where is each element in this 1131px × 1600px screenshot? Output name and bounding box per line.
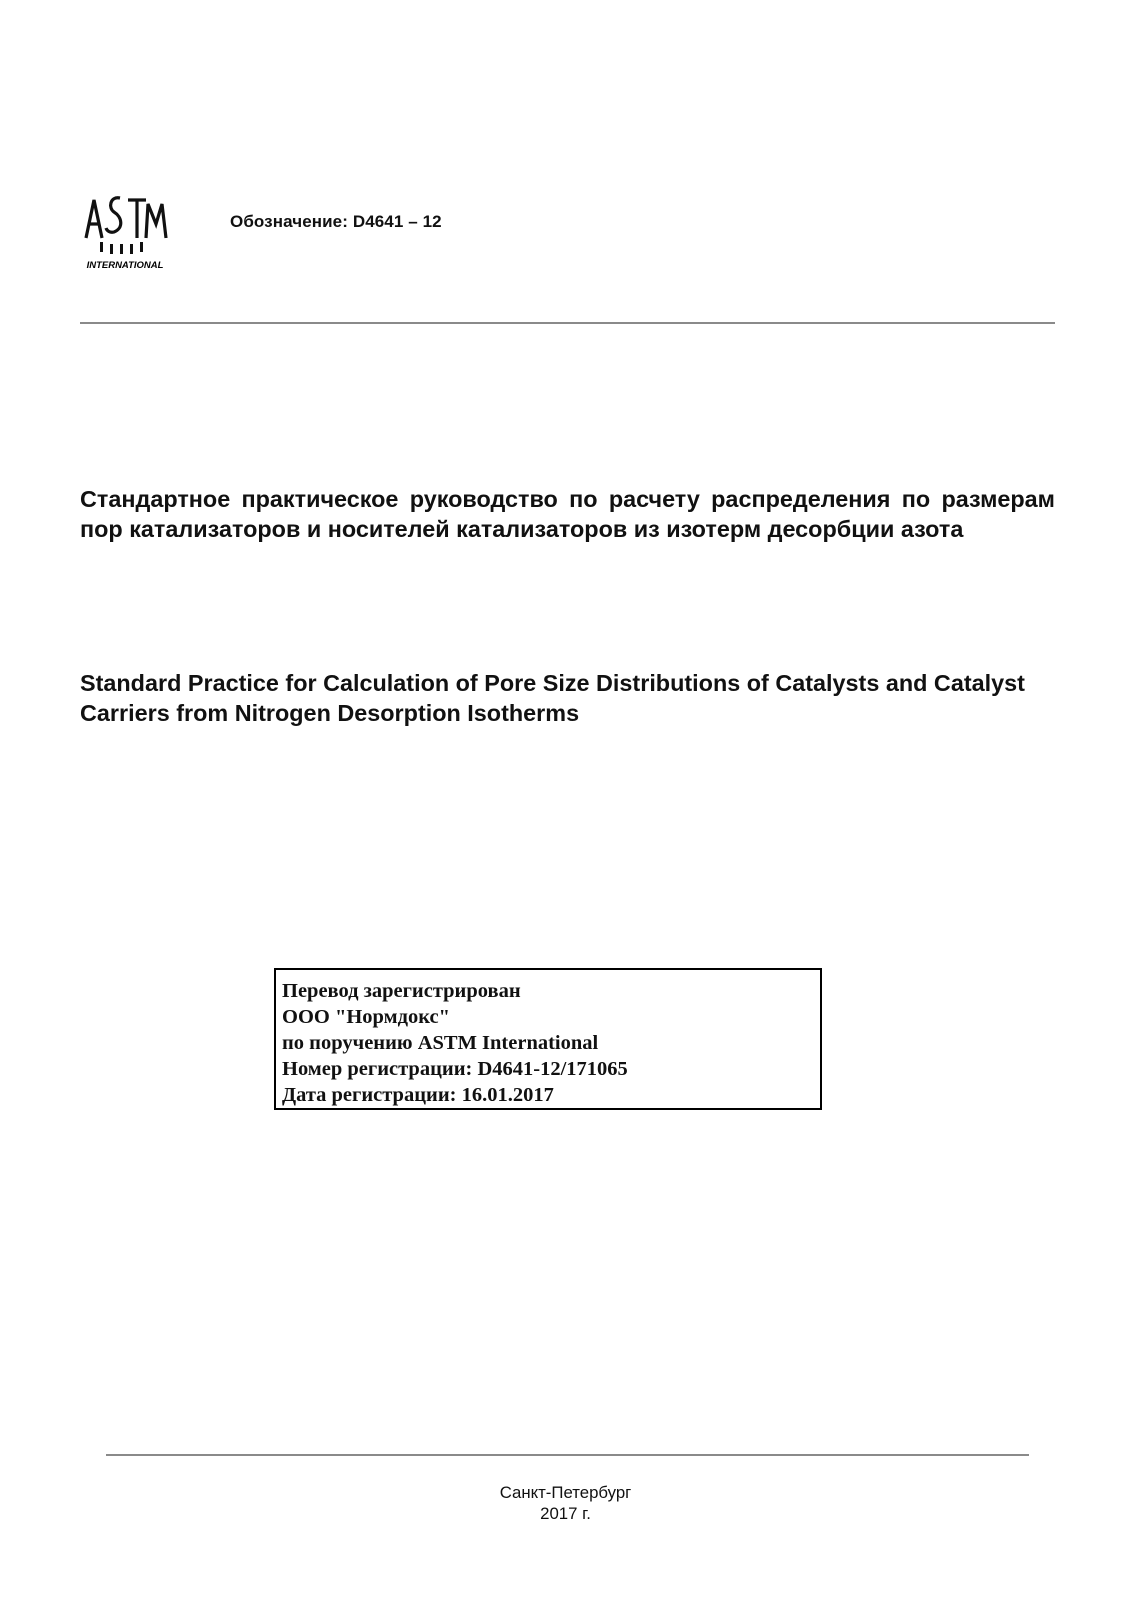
registration-line: Перевод зарегистрирован (282, 980, 521, 1002)
logo-subtext: INTERNATIONAL (86, 260, 164, 270)
title-russian: Стандартное практическое руководство по расчету распределения по размерам пор катализаторов и носителей катализаторов из изотерм десорбции азота (80, 486, 1055, 542)
registration-number: Номер регистрации: D4641-12/171065 (282, 1058, 628, 1080)
bottom-divider (106, 1454, 1029, 1456)
title-english: Standard Practice for Calculation of Pore Size Distributions of Catalysts and Catalyst Carriers from Nitrogen Desorption Isotherms (80, 670, 1025, 726)
top-divider (80, 322, 1055, 324)
astm-logo (80, 186, 170, 270)
footer-city: Санкт-Петербург (499, 1483, 632, 1502)
registration-line: ООО "Нормдокс" (282, 1006, 450, 1028)
registration-date: Дата регистрации: 16.01.2017 (282, 1084, 554, 1106)
registration-box (274, 968, 822, 1110)
footer-year: 2017 г. (540, 1504, 591, 1523)
designation: Обозначение: D4641 – 12 (230, 212, 442, 231)
footer (0, 1482, 1131, 1524)
registration-line: по поручению ASTM International (282, 1032, 599, 1054)
